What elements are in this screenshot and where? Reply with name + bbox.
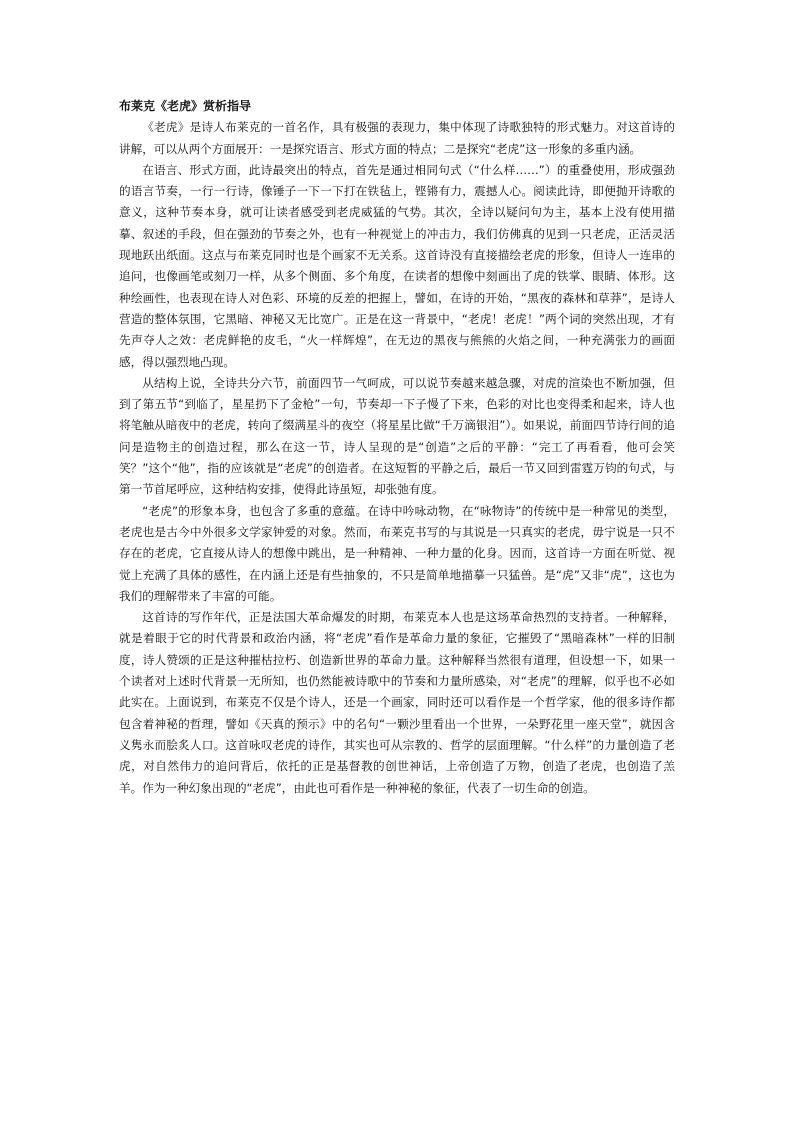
paragraph-structure: 从结构上说，全诗共分六节，前面四节一气呵成，可以说节奏越来越急骤，对虎的渲染也不断加强，但到了第五节“到临了，星星扔下了金枪”一句，节奏却一下子慢了下来，色彩的对比也变得柔和起来，诗人也将笔触从暗夜中的老虎，转向了缀满星斗的夜空（将星星比做“千万滴银泪”）。如果说，前面四节诗行间的追问是造物主的创造过程，那么在这一节，诗人呈现的是“创造”之后的平静：“完工了再看看，他可会笑笑？”这个“他”，指的应该就是“老虎”的创造者。在这短暂的平静之后，最后一节又回到雷霆万钧的句式，与第一节首尾呼应，这种结构安排，使得此诗虽短，却张弛有度。: [119, 375, 675, 497]
document-title: 布莱克《老虎》赏析指导: [119, 99, 252, 113]
paragraph-historical-context: 这首诗的写作年代，正是法国大革命爆发的时期，布莱克本人也是这场革命热烈的支持者。一种解释，就是着眼于它的时代背景和政治内涵，将“老虎”看作是革命力量的象征，它摧毁了“黑暗森林”一样的旧制度，诗人赞颂的正是这种摧枯拉朽、创造新世界的革命力量。这种解释当然很有道理，但设想一下，如果一个读者对上述时代背景一无所知，也仍然能被诗歌中的节奏和力量所感染，对“老虎”的理解，似乎也不必如此实在。上面说到，布莱克不仅是个诗人，还是一个画家，同时还可以看作是一个哲学家，他的很多诗作都包含着神秘的哲理，譬如《天真的预示》中的名句“一颗沙里看出一个世界，一朵野花里一座天堂”，就因含义隽永而脍炙人口。这首咏叹老虎的诗作，其实也可从宗教的、哲学的层面理解。“什么样”的力量创造了老虎，对自然伟力的追问背后，依托的正是基督教的创世神话，上帝创造了万物，创造了老虎，也创造了羔羊。作为一种幻象出现的“老虎”，由此也可看作是一种神秘的象征，代表了一切生命的创造。: [119, 610, 675, 795]
document-body: [119, 96, 675, 799]
paragraph-intro: 《老虎》是诗人布莱克的一首名作，具有极强的表现力，集中体现了诗歌独特的形式魅力。对这首诗的讲解，可以从两个方面展开：一是探究语言、形式方面的特点；二是探究“老虎”这一形象的多重内涵。: [119, 120, 675, 156]
paragraph-language-form: 在语言、形式方面，此诗最突出的特点，首先是通过相同句式（“什么样……”）的重叠使用，形成强劲的语言节奏，一行一行诗，像锤子一下一下打在铁毡上，铿锵有力，震撼人心。阅读此诗，即便抛开诗歌的意义，这种节奏本身，就可让读者感受到老虎威猛的气势。其次，全诗以疑问句为主，基本上没有使用描摹、叙述的手段，但在强劲的节奏之外，也有一种视觉上的冲击力，我们仿佛真的见到一只老虎，正活灵活现地跃出纸面。这点与布莱克同时也是个画家不无关系。这首诗没有直接描绘老虎的形象，但诗人一连串的追问，也像画笔或刻刀一样，从多个侧面、多个角度，在读者的想像中刻画出了虎的铁掌、眼睛、体形。这种绘画性，也表现在诗人对色彩、环境的反差的把握上，譬如，在诗的开始，“黑夜的森林和草莽”，是诗人营造的整体氛围，它黑暗、神秘又无比宽广。正是在这一背景中，“老虎！老虎！”两个词的突然出现，才有先声夺人之效：老虎鲜艳的皮毛，“火一样辉煌”，在无边的黑夜与熊熊的火焰之间，一种充满张力的画面感，得以强烈地凸现。: [119, 162, 675, 369]
paragraph-tiger-image: “老虎”的形象本身，也包含了多重的意蕴。在诗中吟咏动物，在“咏物诗”的传统中是一种常见的类型，老虎也是古今中外很多文学家钟爱的对象。然而，布莱克书写的与其说是一只真实的老虎，毋宁说是一只不存在的老虎，它直接从诗人的想像中跳出，是一种精神、一种力量的化身。因而，这首诗一方面在听觉、视觉上充满了具体的感性，在内涵上还是有些抽象的，不只是简单地描摹一只猛兽。是“虎”又非“虎”，这也为我们的理解带来了丰富的可能。: [119, 503, 675, 603]
